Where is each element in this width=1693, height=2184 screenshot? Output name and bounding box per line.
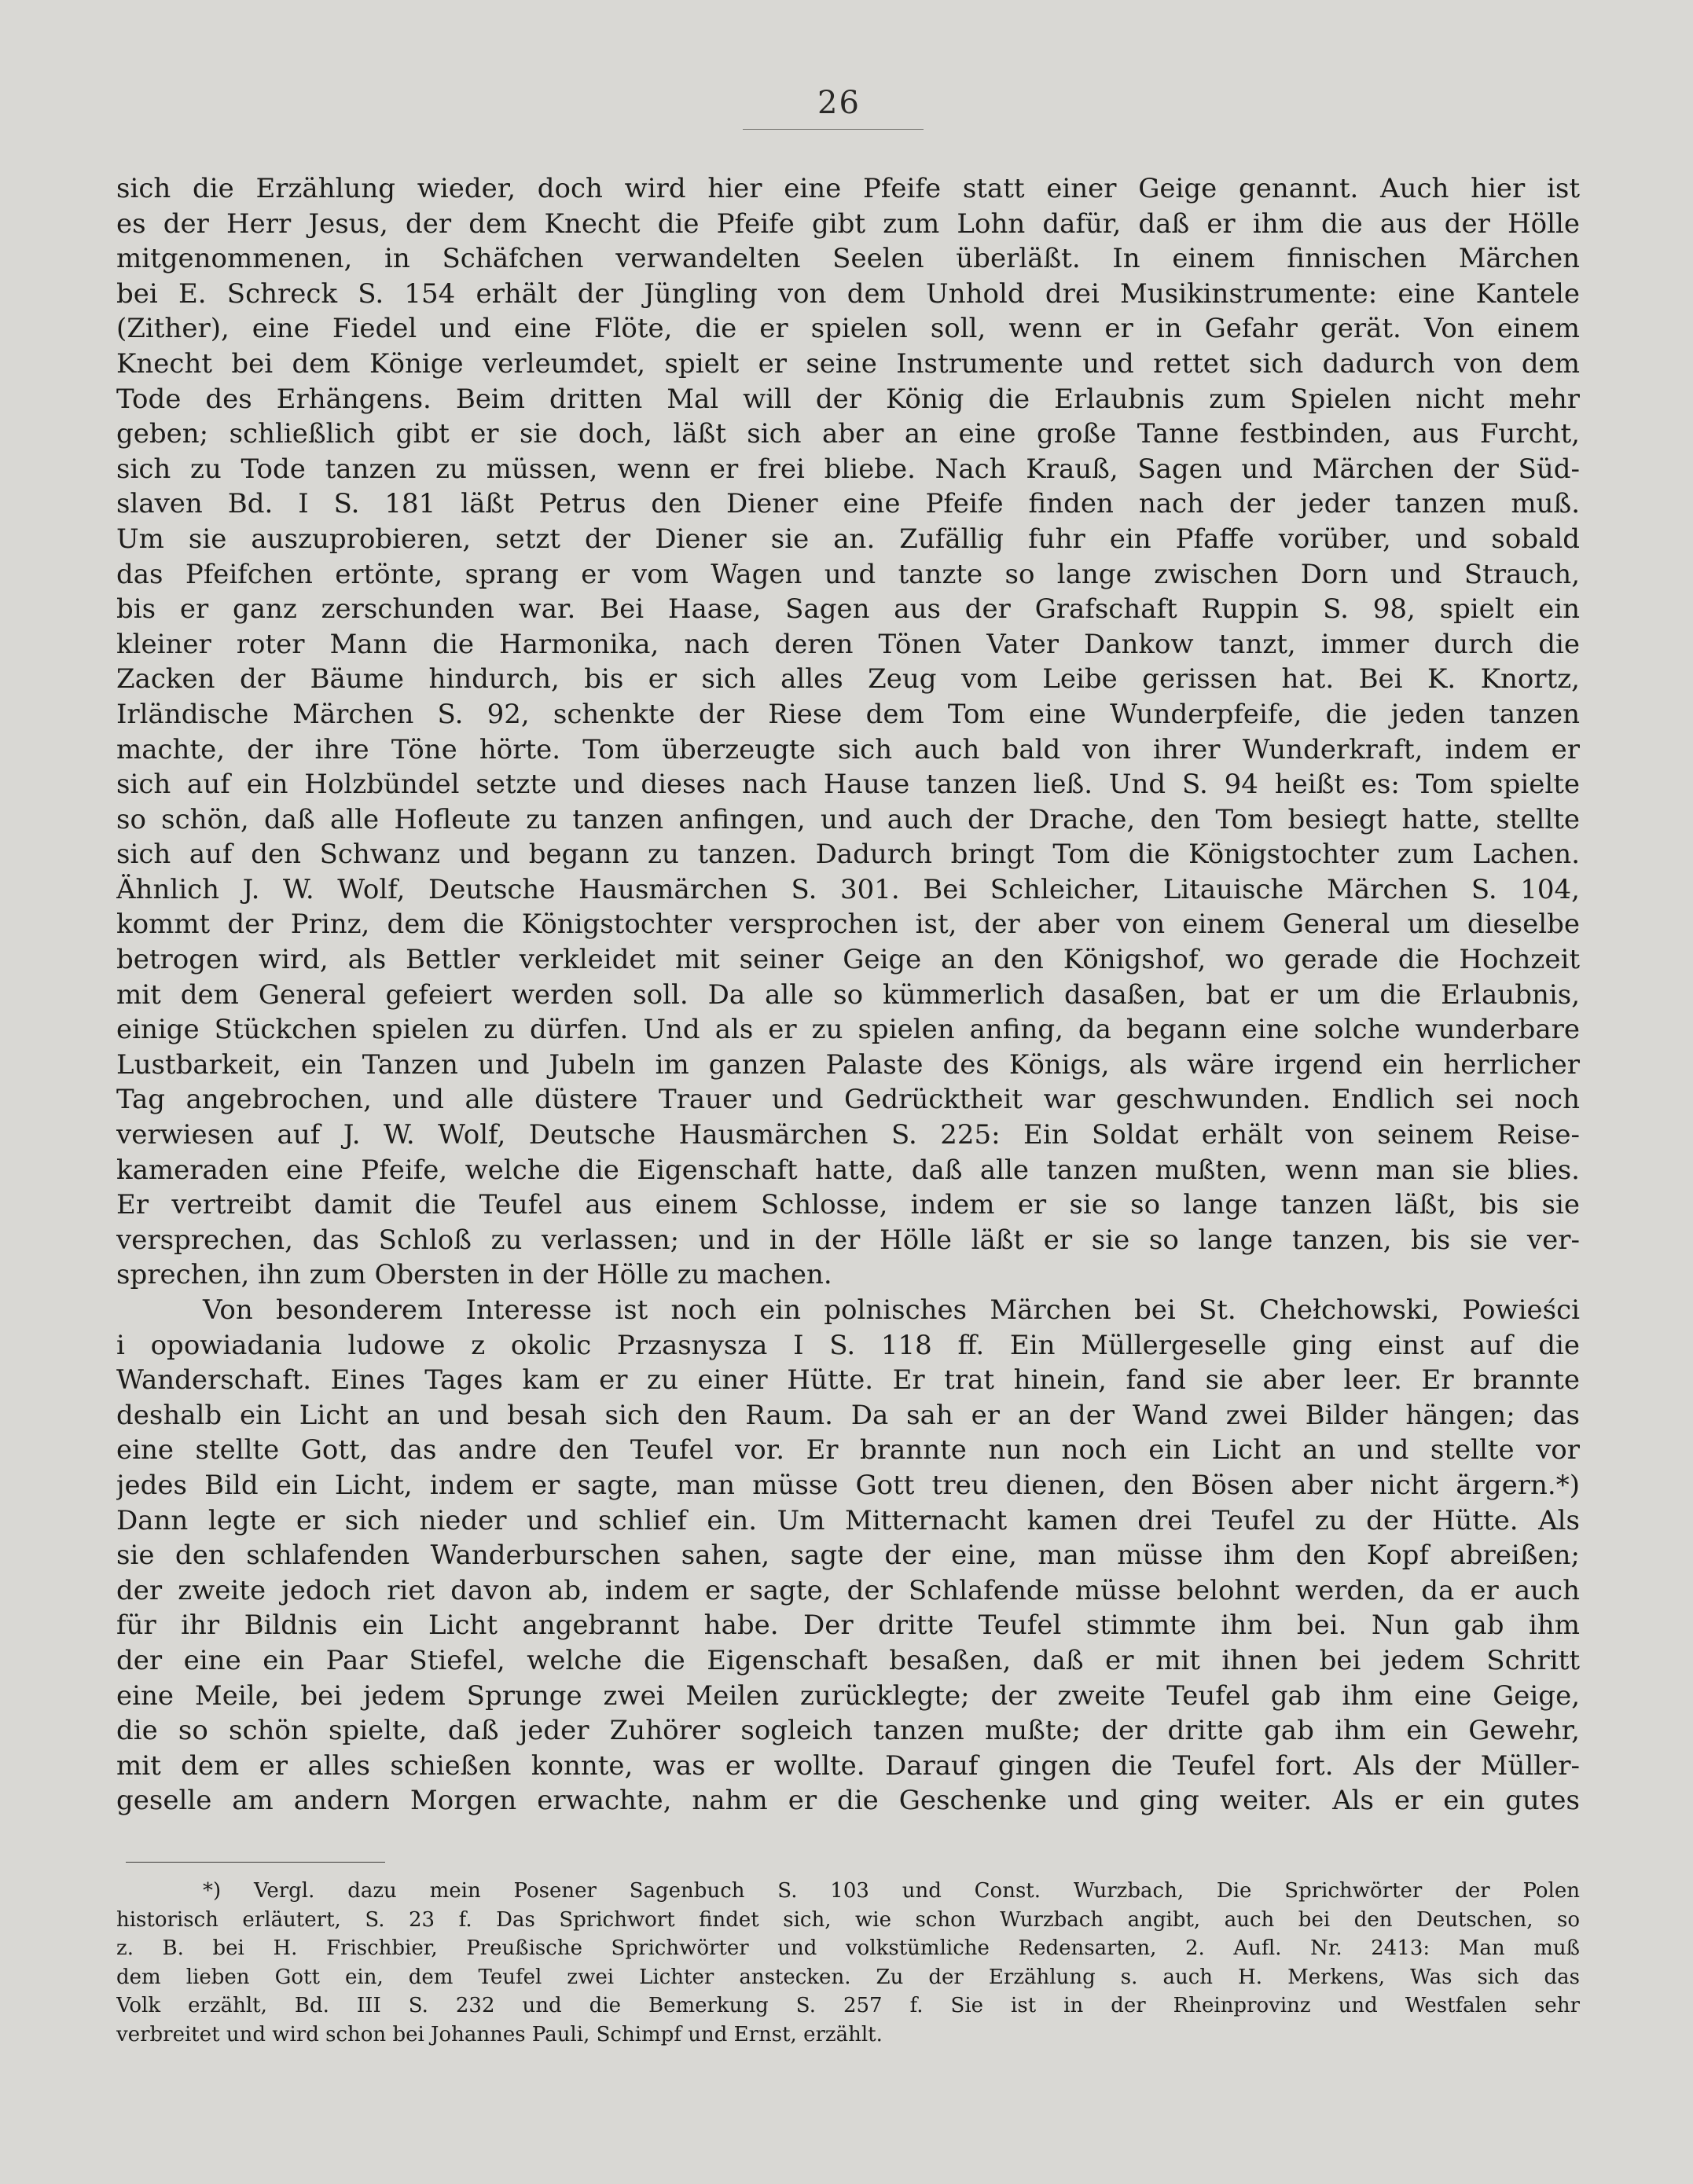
- body-text: [116, 171, 1580, 1819]
- footnote-line: Volk erzählt, Bd. III S. 232 und die Bemerkung S. 257 f. Sie ist in der Rheinprovinz und Westfalen sehr: [116, 1994, 1580, 2017]
- page-number-rule: [743, 129, 924, 130]
- text-line: betrogen wird, als Bettler verkleidet mit seiner Geige an den Königshof, wo gerade die Hochzeit: [116, 944, 1580, 976]
- text-line: es der Herr Jesus, der dem Knecht die Pfeife gibt zum Lohn dafür, daß er ihm die aus der Hölle: [116, 207, 1580, 240]
- text-line: Wanderschaft. Eines Tages kam er zu einer Hütte. Er trat hinein, fand sie aber leer. Er brannte: [116, 1364, 1580, 1397]
- footnote-line: dem lieben Gott ein, dem Teufel zwei Lichter anstecken. Zu der Erzählung s. auch H. Merkens, Was sich das: [116, 1965, 1580, 1989]
- text-line: Dann legte er sich nieder und schlief ein. Um Mitternacht kamen drei Teufel zu der Hütte. Als: [116, 1504, 1580, 1536]
- text-line: i opowiadania ludowe z okolic Przasnysza I S. 118 ff. Ein Müllergeselle ging einst auf die: [116, 1329, 1580, 1361]
- page-number: 26: [817, 85, 861, 121]
- text-line: Tag angebrochen, und alle düstere Trauer und Gedrücktheit war geschwunden. Endlich sei noch: [116, 1084, 1580, 1116]
- text-line: eine Meile, bei jedem Sprunge zwei Meilen zurücklegte; der zweite Teufel gab ihm eine Geige,: [116, 1679, 1580, 1712]
- text-line: deshalb ein Licht an und besah sich den Raum. Da sah er an der Wand zwei Bilder hängen; das: [116, 1399, 1580, 1431]
- text-line: sich auf ein Holzbündel setzte und dieses nach Hause tanzen ließ. Und S. 94 heißt es: Tom spielte: [116, 769, 1580, 801]
- footnotes: [116, 1877, 1580, 2049]
- text-line: mitgenommenen, in Schäfchen verwandelten Seelen überläßt. In einem finnischen Märchen: [116, 243, 1580, 275]
- text-line: (Zither), eine Fiedel und eine Flöte, die er spielen soll, wenn er in Gefahr gerät. Von einem: [116, 313, 1580, 345]
- text-line: sich die Erzählung wieder, doch wird hier eine Pfeife statt einer Geige genannt. Auch hier ist: [116, 173, 1580, 204]
- text-line: sich zu Tode tanzen zu müssen, wenn er frei bliebe. Nach Krauß, Sagen und Märchen der Süd-: [116, 453, 1580, 485]
- text-line: Lustbarkeit, ein Tanzen und Jubeln im ganzen Palaste des Königs, als wäre irgend ein herrlicher: [116, 1048, 1580, 1081]
- text-line: die so schön spielte, daß jeder Zuhörer sogleich tanzen mußte; der dritte gab ihm ein Gewehr,: [116, 1715, 1580, 1747]
- text-line: kameraden eine Pfeife, welche die Eigenschaft hatte, daß alle tanzen mußten, wenn man sie blies.: [116, 1154, 1580, 1186]
- paragraph-start-line: Von besonderem Interesse ist noch ein polnisches Märchen bei St. Chełchowski, Powieści: [203, 1294, 1580, 1326]
- text-line: Um sie auszuprobieren, setzt der Diener sie an. Zufällig fuhr ein Pfaffe vorüber, und sobald: [116, 523, 1580, 555]
- text-line: sich auf den Schwanz und begann zu tanzen. Dadurch bringt Tom die Königstochter zum Lachen.: [116, 839, 1580, 871]
- text-line: Ähnlich J. W. Wolf, Deutsche Hausmärchen S. 301. Bei Schleicher, Litauische Märchen S. 104,: [116, 873, 1580, 905]
- text-line: der zweite jedoch riet davon ab, indem er sagte, der Schlafende müsse belohnt werden, da er auch: [116, 1574, 1580, 1606]
- text-line: bei E. Schreck S. 154 erhält der Jüngling von dem Unhold drei Musikinstrumente: eine Kantele: [116, 277, 1580, 310]
- text-line: eine stellte Gott, das andre den Teufel vor. Er brannte nun noch ein Licht an und stellte vor: [116, 1434, 1580, 1466]
- text-line: sie den schlafenden Wanderburschen sahen, sagte der eine, man müsse ihm den Kopf abreißen;: [116, 1540, 1580, 1572]
- text-line: slaven Bd. I S. 181 läßt Petrus den Diener eine Pfeife finden nach der jeder tanzen muß.: [116, 488, 1580, 520]
- footnote-rule: [126, 1862, 385, 1863]
- text-line: kommt der Prinz, dem die Königstochter versprochen ist, der aber von einem General um dieselbe: [116, 908, 1580, 941]
- text-line: Er vertreibt damit die Teufel aus einem Schlosse, indem er sie so lange tanzen läßt, bis sie: [116, 1189, 1580, 1221]
- text-line: mit dem General gefeiert werden soll. Da alle so kümmerlich dasaßen, bat er um die Erlaubnis,: [116, 978, 1580, 1011]
- text-line: sprechen, ihn zum Obersten in der Hölle zu machen.: [116, 1259, 832, 1291]
- footnote-line: historisch erläutert, S. 23 f. Das Sprichwort findet sich, wie schon Wurzbach angibt, auch bei den Deutschen, so: [116, 1907, 1580, 1932]
- text-line: machte, der ihre Töne hörte. Tom überzeugte sich auch bald von ihrer Wunderkraft, indem er: [116, 733, 1580, 765]
- text-line: mit dem er alles schießen konnte, was er wollte. Darauf gingen die Teufel fort. Als der Müller-: [116, 1749, 1580, 1782]
- footnote-line: verbreitet und wird schon bei Johannes Pauli, Schimpf und Ernst, erzählt.: [116, 2022, 883, 2046]
- text-line: Tode des Erhängens. Beim dritten Mal will der König die Erlaubnis zum Spielen nicht mehr: [116, 383, 1580, 415]
- text-line: bis er ganz zerschunden war. Bei Haase, Sagen aus der Grafschaft Ruppin S. 98, spielt ein: [116, 593, 1580, 626]
- footnote-line: *) Vergl. dazu mein Posener Sagenbuch S. 103 und Const. Wurzbach, Die Sprichwörter der Polen: [203, 1879, 1580, 1903]
- text-line: das Pfeifchen ertönte, sprang er vom Wagen und tanzte so lange zwischen Dorn und Strauch,: [116, 558, 1580, 590]
- text-line: der eine ein Paar Stiefel, welche die Eigenschaft besaßen, daß er mit ihnen bei jedem Schritt: [116, 1644, 1580, 1676]
- footnote-line: z. B. bei H. Frischbier, Preußische Sprichwörter und volkstümliche Redensarten, 2. Aufl. Nr. 2413: Man muß: [116, 1936, 1580, 1960]
- text-line: so schön, daß alle Hofleute zu tanzen anfingen, und auch der Drache, den Tom besiegt hatte, stellte: [116, 803, 1580, 835]
- text-line: einige Stückchen spielen zu dürfen. Und als er zu spielen anfing, da begann eine solche wunderbare: [116, 1014, 1580, 1046]
- text-line: kleiner roter Mann die Harmonika, nach deren Tönen Vater Dankow tanzt, immer durch die: [116, 628, 1580, 660]
- text-line: verwiesen auf J. W. Wolf, Deutsche Hausmärchen S. 225: Ein Soldat erhält von seinem Reise-: [116, 1119, 1580, 1151]
- text-line: Zacken der Bäume hindurch, bis er sich alles Zeug vom Leibe gerissen hat. Bei K. Knortz,: [116, 663, 1580, 696]
- text-line: geselle am andern Morgen erwachte, nahm er die Geschenke und ging weiter. Als er ein gutes: [116, 1785, 1580, 1817]
- text-line: versprechen, das Schloß zu verlassen; und in der Hölle läßt er sie so lange tanzen, bis sie ver-: [116, 1224, 1580, 1256]
- text-line: geben; schließlich gibt er sie doch, läßt sich aber an eine große Tanne festbinden, aus Furcht,: [116, 418, 1580, 450]
- text-line: Knecht bei dem Könige verleumdet, spielt er seine Instrumente und rettet sich dadurch von dem: [116, 347, 1580, 380]
- text-line: jedes Bild ein Licht, indem er sagte, man müsse Gott treu dienen, den Bösen aber nicht ärgern.*): [116, 1469, 1580, 1501]
- text-line: Irländische Märchen S. 92, schenkte der Riese dem Tom eine Wunderpfeife, die jeden tanzen: [116, 698, 1580, 730]
- text-line: für ihr Bildnis ein Licht angebrannt habe. Der dritte Teufel stimmte ihm bei. Nun gab ihm: [116, 1610, 1580, 1642]
